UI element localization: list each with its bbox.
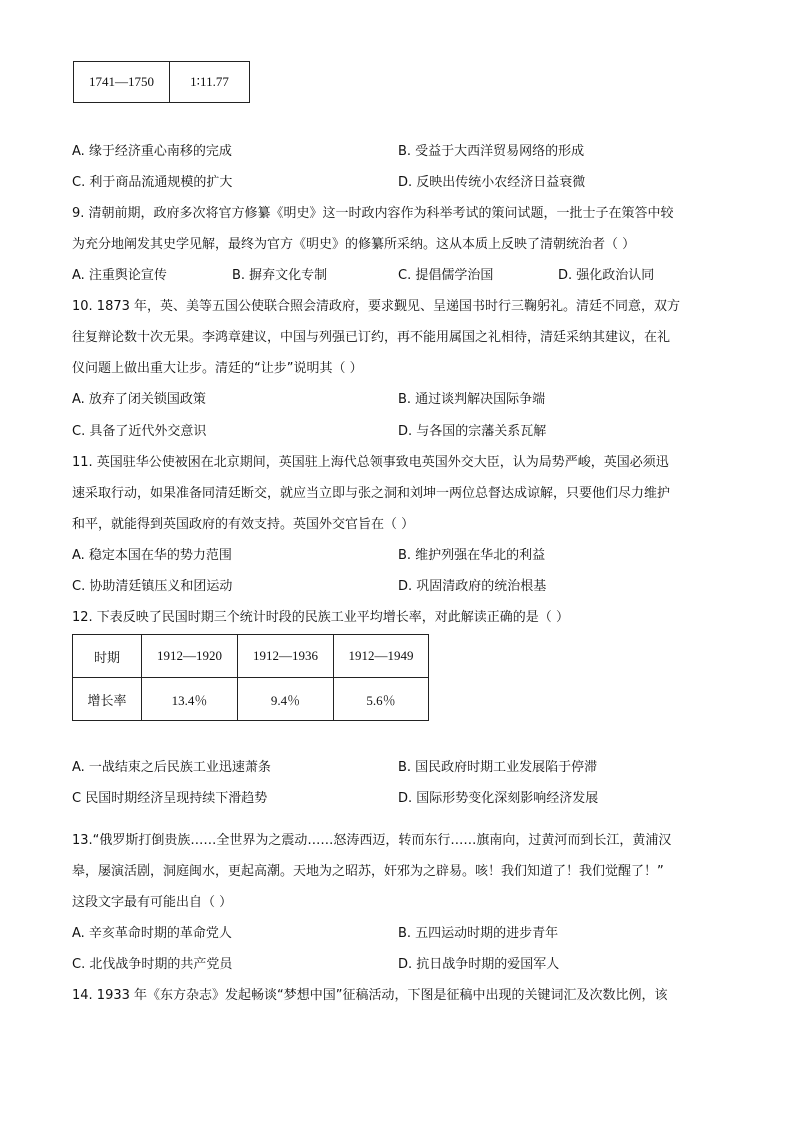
q9-stem-line-1: 9. 清朝前期，政府多次将官方修纂《明史》这一时政内容作为科举考试的策问试题，一批士子在策答中较 bbox=[72, 206, 674, 221]
q12-option-c[interactable]: C 民国时期经济呈现持续下滑趋势 bbox=[72, 791, 268, 806]
q9-option-c[interactable]: C. 提倡儒学治国 bbox=[398, 268, 494, 283]
q8-option-a[interactable]: A. 缘于经济重心南移的完成 bbox=[72, 144, 232, 159]
q13-option-a[interactable]: A. 辛亥革命时期的革命党人 bbox=[72, 926, 232, 941]
q10-stem-line-1: 10. 1873 年，英、美等五国公使联合照会清政府，要求觐见、呈递国书时行三鞠躬礼。清廷不同意，双方 bbox=[72, 299, 681, 314]
q11-stem-line-2: 速采取行动，如果准备同清廷断交，就应当立即与张之洞和刘坤一两位总督达成谅解，只要他们尽力维护 bbox=[72, 486, 671, 501]
q11-stem-line-1: 11. 英国驻华公使被困在北京期间，英国驻上海代总领事致电英国外交大臣，认为局势严峻，英国必须迅 bbox=[72, 455, 669, 470]
q8-option-b[interactable]: B. 受益于大西洋贸易网络的形成 bbox=[398, 144, 585, 159]
q13-option-d[interactable]: D. 抗日战争时期的爱国军人 bbox=[398, 957, 560, 972]
q10-option-c[interactable]: C. 具备了近代外交意识 bbox=[72, 424, 207, 439]
q9-option-b[interactable]: B. 摒弃文化专制 bbox=[232, 268, 328, 283]
q13-stem-line-2: 皋，屡演活剧，洞庭闽水，更起高潮。天地为之昭苏，奸邪为之辟易。咳！我们知道了！我们觉醒了！” bbox=[72, 864, 664, 879]
trade-ratio-table bbox=[73, 61, 250, 103]
table-header-period-3: 1912—1949 bbox=[334, 635, 429, 678]
growth-rate-table bbox=[72, 634, 429, 721]
q9-stem-line-2: 为充分地阐发其史学见解，最终为官方《明史》的修纂所采纳。这从本质上反映了清朝统治者（ ） bbox=[72, 237, 636, 252]
q10-option-d[interactable]: D. 与各国的宗藩关系瓦解 bbox=[398, 424, 547, 439]
q10-stem-line-2: 往复辩论数十次无果。李鸿章建议，中国与列强已订约，再不能用属国之礼相待，清廷采纳其建议，在礼 bbox=[72, 330, 671, 345]
table-cell-rate-1: 13.4％ bbox=[142, 678, 238, 721]
q11-option-c[interactable]: C. 协助清廷镇压义和团运动 bbox=[72, 579, 233, 594]
q10-stem-line-3: 仪问题上做出重大让步。清廷的“让步”说明其（ ） bbox=[72, 361, 363, 376]
q12-option-a[interactable]: A. 一战结束之后民族工业迅速萧条 bbox=[72, 760, 271, 775]
table-header-period-2: 1912—1936 bbox=[238, 635, 334, 678]
q9-option-a[interactable]: A. 注重舆论宣传 bbox=[72, 268, 167, 283]
table-cell-ratio: 1∶11.77 bbox=[170, 62, 250, 103]
q12-stem-line-1: 12. 下表反映了民国时期三个统计时段的民族工业平均增长率，对此解读正确的是（ ） bbox=[72, 610, 569, 625]
q12-option-d[interactable]: D. 国际形势变化深刻影响经济发展 bbox=[398, 791, 599, 806]
q13-stem-line-1: 13.“俄罗斯打倒贵族……全世界为之震动……怒涛西迈，转而东行……旗南向，过黄河而到长江，黄浦汉 bbox=[72, 833, 672, 848]
q13-option-b[interactable]: B. 五四运动时期的进步青年 bbox=[398, 926, 559, 941]
q11-stem-line-3: 和平，就能得到英国政府的有效支持。英国外交官旨在（ ） bbox=[72, 517, 415, 532]
q13-option-c[interactable]: C. 北伐战争时期的共产党员 bbox=[72, 957, 233, 972]
q11-option-b[interactable]: B. 维护列强在华北的利益 bbox=[398, 548, 546, 563]
q14-stem-line-1: 14. 1933 年《东方杂志》发起畅谈“梦想中国”征稿活动，下图是征稿中出现的关键词汇及次数比例，该 bbox=[72, 988, 668, 1003]
q12-option-b[interactable]: B. 国民政府时期工业发展陷于停滞 bbox=[398, 760, 598, 775]
q10-option-a[interactable]: A. 放弃了闭关锁国政策 bbox=[72, 392, 206, 407]
q11-option-d[interactable]: D. 巩固清政府的统治根基 bbox=[398, 579, 547, 594]
table-cell-rate-2: 9.4％ bbox=[238, 678, 334, 721]
table-header-label: 时期 bbox=[73, 635, 142, 678]
q8-option-c[interactable]: C. 利于商品流通规模的扩大 bbox=[72, 175, 233, 190]
table-row-label: 增长率 bbox=[73, 678, 142, 721]
q11-option-a[interactable]: A. 稳定本国在华的势力范围 bbox=[72, 548, 232, 563]
table-header-period-1: 1912—1920 bbox=[142, 635, 238, 678]
q13-stem-line-3: 这段文字最有可能出自（ ） bbox=[72, 895, 233, 910]
q9-option-d[interactable]: D. 强化政治认同 bbox=[558, 268, 655, 283]
q10-option-b[interactable]: B. 通过谈判解决国际争端 bbox=[398, 392, 546, 407]
table-cell-period: 1741—1750 bbox=[74, 62, 170, 103]
q8-option-d[interactable]: D. 反映出传统小农经济日益衰微 bbox=[398, 175, 586, 190]
table-cell-rate-3: 5.6％ bbox=[334, 678, 429, 721]
